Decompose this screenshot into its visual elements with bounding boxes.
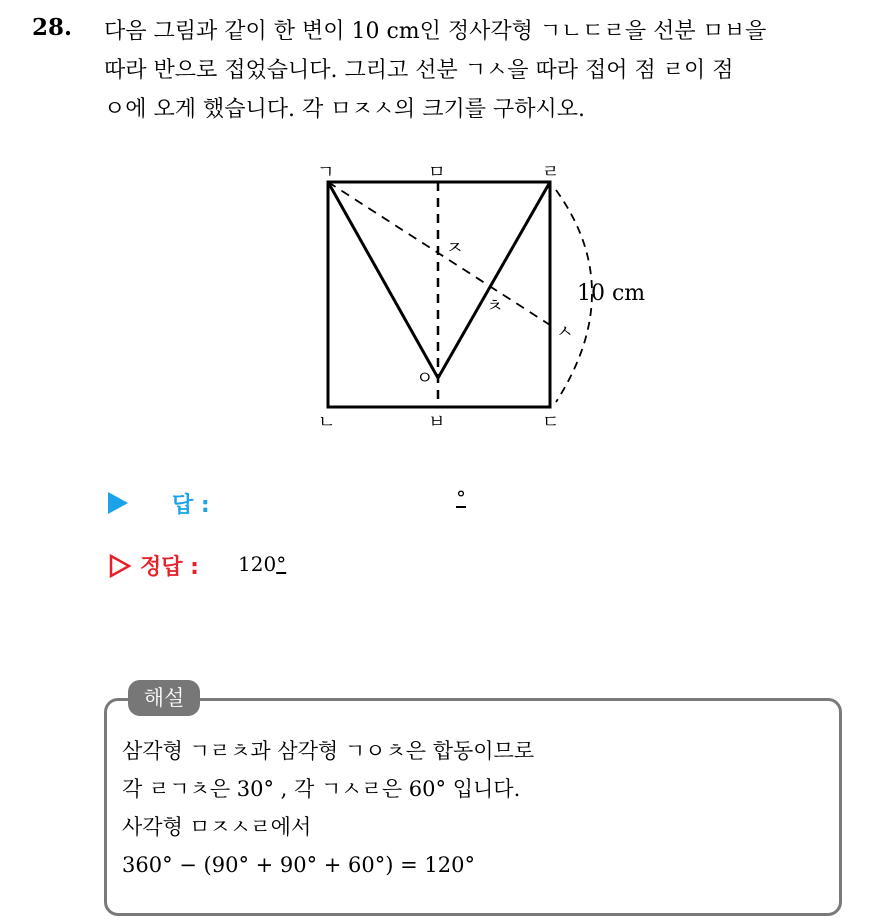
answer-unit: °: [456, 486, 466, 510]
side-length-label: 10 cm: [577, 281, 646, 306]
label-g: ㄱ: [317, 162, 335, 183]
solution-unit: °: [276, 552, 287, 576]
question-line: 따라 반으로 접었습니다. 그리고 선분 ㄱㅅ을 따라 접어 점 ㄹ이 점: [104, 58, 734, 83]
label-s: ㅅ: [556, 322, 574, 343]
solution-value: 120: [238, 552, 277, 576]
explanation-tab: 해설: [128, 680, 200, 716]
label-ch: ㅊ: [486, 296, 504, 317]
play-triangle-icon: [108, 492, 128, 514]
answer-row: [108, 488, 608, 524]
explanation-line: 각 ㄹㄱㅊ은 30° , 각 ㄱㅅㄹ은 60° 입니다.: [122, 777, 521, 801]
solution-label: 정답 :: [140, 555, 199, 580]
label-n: ㄴ: [318, 412, 336, 433]
solution-answer: [238, 552, 286, 576]
explanation-line: 360° − (90° + 90° + 60°) = 120°: [122, 853, 476, 877]
label-d: ㄷ: [542, 412, 560, 433]
answer-label: 답 :: [172, 493, 210, 518]
explanation-line: 사각형 ㅁㅈㅅㄹ에서: [122, 815, 312, 839]
label-j: ㅈ: [446, 238, 464, 259]
label-o: ㅇ: [416, 368, 434, 389]
question-line: ㅇ에 오게 했습니다. 각 ㅁㅈㅅ의 크기를 구하시오.: [104, 97, 585, 122]
question-number: 28.: [32, 14, 73, 41]
question-line: 다음 그림과 같이 한 변이 10 cm인 정사각형 ㄱㄴㄷㄹ을 선분 ㅁㅂ을: [104, 19, 767, 44]
label-r: ㄹ: [542, 162, 560, 183]
explanation-line: 삼각형 ㄱㄹㅊ과 삼각형 ㄱㅇㅊ은 합동이므로: [122, 739, 535, 763]
label-b: ㅂ: [428, 412, 446, 433]
explanation-text: [122, 732, 534, 884]
segment-g-o: [328, 182, 438, 378]
outline-triangle-icon: [108, 554, 132, 578]
label-m: ㅁ: [428, 162, 446, 183]
solution-row: [108, 550, 608, 586]
segment-r-o: [438, 182, 550, 378]
